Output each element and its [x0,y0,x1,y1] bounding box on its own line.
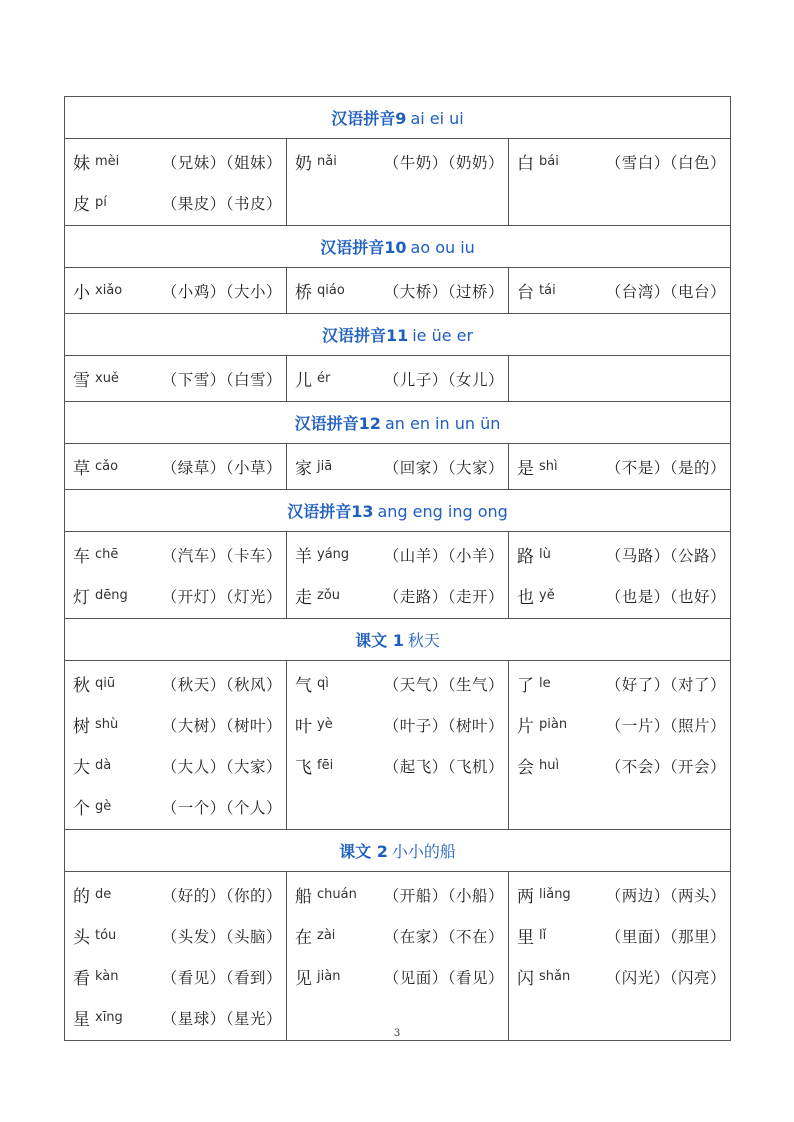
vocab-pinyin: shì [539,459,558,474]
vocab-character: 灯 [73,588,90,608]
vocab-pinyin: tóu [95,928,117,943]
vocab-pinyin: xuě [95,371,119,386]
vocab-pinyin: gè [95,799,112,814]
page-number: 3 [393,1028,401,1039]
vocab-cell [65,356,287,402]
vocab-cell [287,268,509,314]
vocab-entry [287,704,508,745]
section-header-row [65,402,731,444]
vocab-character: 奶 [295,154,312,174]
vocab-pinyin: jiā [317,459,333,474]
vocab-words: （开船）（小船） [383,886,504,905]
section-subtitle: ai ei ui [410,109,464,128]
vocab-character: 叶 [295,717,312,737]
vocab-entry [65,663,286,704]
vocab-cell [287,872,509,1041]
section-body-row [65,268,731,314]
vocab-entry [65,874,286,915]
section-header-row [65,830,731,872]
vocab-pinyin: huì [539,758,560,773]
vocab-pinyin: qiáo [317,283,345,298]
vocab-cell [509,661,731,830]
section-title: 汉语拼音11 [321,326,409,345]
vocab-cell [287,139,509,226]
vocab-character: 台 [517,283,534,303]
section-title: 汉语拼音10 [320,238,407,257]
vocab-pinyin: pí [95,195,107,210]
vocab-words: （绿草）（小草） [161,458,282,477]
vocab-words: （走路）（走开） [383,587,504,606]
vocab-pinyin: fēi [317,758,334,773]
vocab-entry [509,745,730,786]
vocab-cell [65,444,287,490]
vocab-words: （两边）（两头） [605,886,727,905]
vocab-character: 车 [73,547,90,567]
vocab-entry [509,575,730,616]
vocab-words: （大人）（大家） [161,757,282,776]
vocab-entry [65,786,286,827]
vocab-entry [65,358,286,399]
section-title: 课文 1 [355,631,404,650]
section-title: 汉语拼音12 [294,414,381,433]
section-body-row [65,444,731,490]
vocab-pinyin: zǒu [317,588,341,603]
vocab-entry [509,534,730,575]
vocab-entry [65,956,286,997]
vocab-pinyin: yè [317,717,333,732]
vocab-entry [287,575,508,616]
section-header [65,402,731,444]
vocab-cell [65,268,287,314]
vocab-words: （见面）（看见） [383,968,504,987]
vocab-entry [65,446,286,487]
vocab-cell [509,268,731,314]
vocab-pinyin: chē [95,547,119,562]
vocab-words: （开灯）（灯光） [161,587,282,606]
vocab-words: （儿子）（女儿） [383,370,504,389]
vocab-pinyin: liǎng [539,887,571,902]
vocab-pinyin: bái [539,154,559,169]
vocab-entry [65,270,286,311]
vocab-words: （里面）（那里） [605,927,727,946]
vocab-words: （果皮）（书皮） [161,194,282,213]
vocab-character: 树 [73,717,90,737]
vocab-entry [65,915,286,956]
vocab-character: 家 [295,459,312,479]
vocab-pinyin: shù [95,717,119,732]
vocab-cell [65,872,287,1041]
vocab-cell [287,532,509,619]
vocab-words: （台湾）（电台） [605,282,727,301]
vocab-words: （汽车）（卡车） [161,546,282,565]
vocab-cell [65,661,287,830]
vocab-pinyin: cǎo [95,459,119,474]
vocab-pinyin: lù [539,547,551,562]
section-header-row [65,619,731,661]
vocab-entry [65,534,286,575]
vocab-entry [509,704,730,745]
vocab-words: （一片）（照片） [605,716,727,735]
vocab-character: 草 [73,459,90,479]
vocab-words: （闪光）（闪亮） [605,968,727,987]
vocab-character: 看 [73,969,90,989]
section-body-row [65,872,731,1041]
vocab-words: （头发）（头脑） [161,927,282,946]
vocab-character: 大 [73,758,90,778]
vocab-cell [509,872,731,1041]
vocab-words: （好了）（对了） [605,675,727,694]
vocab-character: 头 [73,928,90,948]
vocabulary-table [64,96,731,1041]
vocab-character: 了 [517,676,534,696]
vocab-words: （起飞）（飞机） [383,757,504,776]
vocab-words: （不是）（是的） [605,458,727,477]
vocab-words: （大桥）（过桥） [383,282,504,301]
section-header-row [65,490,731,532]
vocab-pinyin: yáng [317,547,350,562]
vocab-character: 路 [517,547,534,567]
vocab-words: （兄妹）（姐妹） [161,153,282,172]
vocab-entry [287,141,508,182]
vocab-character: 里 [517,928,534,948]
section-subtitle: 小小的船 [391,842,456,861]
vocab-character: 雪 [73,371,90,391]
section-subtitle: ie üe er [412,326,474,345]
vocab-pinyin: ér [317,371,331,386]
vocab-character: 妹 [73,154,90,174]
vocab-character: 片 [517,717,534,737]
vocab-entry [509,663,730,704]
vocab-cell [287,661,509,830]
vocab-entry [287,270,508,311]
vocab-character: 是 [517,459,534,479]
vocab-cell [509,532,731,619]
vocab-words: （也是）（也好） [605,587,727,606]
vocab-cell [65,139,287,226]
vocab-character: 走 [295,588,312,608]
vocab-character: 皮 [73,195,90,215]
vocab-entry [287,663,508,704]
vocab-pinyin: chuán [317,887,357,902]
vocab-character: 小 [73,283,90,303]
vocab-words: （雪白）（白色） [605,153,727,172]
vocab-words: （一个）（个人） [161,798,282,817]
section-body-row [65,139,731,226]
vocab-words: （在家）（不在） [383,927,504,946]
section-header [65,830,731,872]
section-header-row [65,97,731,139]
vocab-words: （山羊）（小羊） [383,546,504,565]
section-title: 课文 2 [339,842,388,861]
vocab-pinyin: lǐ [539,928,547,943]
vocab-character: 星 [73,1010,90,1030]
vocab-entry [287,358,508,399]
vocab-words: （天气）（生气） [383,675,504,694]
vocab-pinyin: zài [317,928,336,943]
vocab-entry [509,915,730,956]
vocab-words: （叶子）（树叶） [383,716,504,735]
section-title: 汉语拼音13 [287,502,374,521]
vocab-entry [287,534,508,575]
section-title: 汉语拼音9 [331,109,407,128]
vocab-character: 见 [295,969,312,989]
vocab-character: 飞 [295,758,312,778]
vocabulary-table-body [65,97,731,1041]
vocab-character: 船 [295,887,312,907]
vocab-words: （回家）（大家） [383,458,504,477]
vocab-entry [65,182,286,223]
vocab-character: 白 [517,154,534,174]
vocab-words: （下雪）（白雪） [161,370,282,389]
vocab-cell [509,139,731,226]
vocab-cell [65,532,287,619]
vocab-pinyin: de [95,887,112,902]
vocab-entry [287,745,508,786]
vocab-entry [509,141,730,182]
vocab-character: 气 [295,676,312,696]
section-body-row [65,661,731,830]
vocab-pinyin: kàn [95,969,119,984]
vocab-pinyin: dà [95,758,112,773]
vocab-words: （星球）（星光） [161,1009,282,1028]
vocab-character: 在 [295,928,312,948]
vocab-words: （牛奶）（奶奶） [383,153,504,172]
vocab-entry [65,704,286,745]
section-header [65,619,731,661]
vocab-entry [65,745,286,786]
vocab-words: （看见）（看到） [161,968,282,987]
vocab-character: 桥 [295,283,312,303]
vocab-pinyin: xiǎo [95,283,123,298]
vocab-pinyin: qì [317,676,329,691]
vocab-cell [509,444,731,490]
vocab-cell [509,356,731,402]
vocab-character: 个 [73,799,90,819]
section-subtitle: an en in un ün [384,414,501,433]
section-header [65,314,731,356]
vocab-entry [287,956,508,997]
vocab-entry [509,874,730,915]
vocab-entry [65,575,286,616]
vocab-entry [509,956,730,997]
section-header-row [65,314,731,356]
vocab-entry [509,270,730,311]
section-subtitle: ang eng ing ong [377,502,508,521]
section-header [65,226,731,268]
vocab-character: 的 [73,887,90,907]
vocab-entry [65,141,286,182]
vocab-pinyin: jiàn [317,969,341,984]
vocab-words: （小鸡）（大小） [161,282,282,301]
vocab-pinyin: dēng [95,588,128,603]
section-subtitle: ao ou iu [410,238,475,257]
vocab-character: 秋 [73,676,90,696]
section-header [65,490,731,532]
vocab-character: 两 [517,887,534,907]
section-subtitle: 秋天 [407,631,440,650]
vocab-words: （不会）（开会） [605,757,727,776]
vocab-pinyin: yě [539,588,555,603]
section-body-row [65,532,731,619]
section-header [65,97,731,139]
vocab-pinyin: xīng [95,1010,123,1025]
section-body-row [65,356,731,402]
vocab-pinyin: mèi [95,154,120,169]
vocab-pinyin: le [539,676,551,691]
vocab-entry [287,446,508,487]
vocab-words: （秋天）（秋风） [161,675,282,694]
vocab-pinyin: tái [539,283,556,298]
vocab-cell [287,356,509,402]
vocab-pinyin: shǎn [539,969,571,984]
vocab-pinyin: nǎi [317,154,337,169]
vocab-character: 儿 [295,371,312,391]
vocab-character: 也 [517,588,534,608]
section-header-row [65,226,731,268]
vocab-words: （马路）（公路） [605,546,727,565]
vocab-words: （好的）（你的） [161,886,282,905]
vocab-pinyin: piàn [539,717,568,732]
vocab-entry [287,915,508,956]
vocab-entry [509,446,730,487]
vocab-pinyin: qiū [95,676,116,691]
vocab-character: 闪 [517,969,534,989]
vocab-cell [287,444,509,490]
vocab-character: 会 [517,758,534,778]
vocab-character: 羊 [295,547,312,567]
vocab-words: （大树）（树叶） [161,716,282,735]
vocab-entry [287,874,508,915]
